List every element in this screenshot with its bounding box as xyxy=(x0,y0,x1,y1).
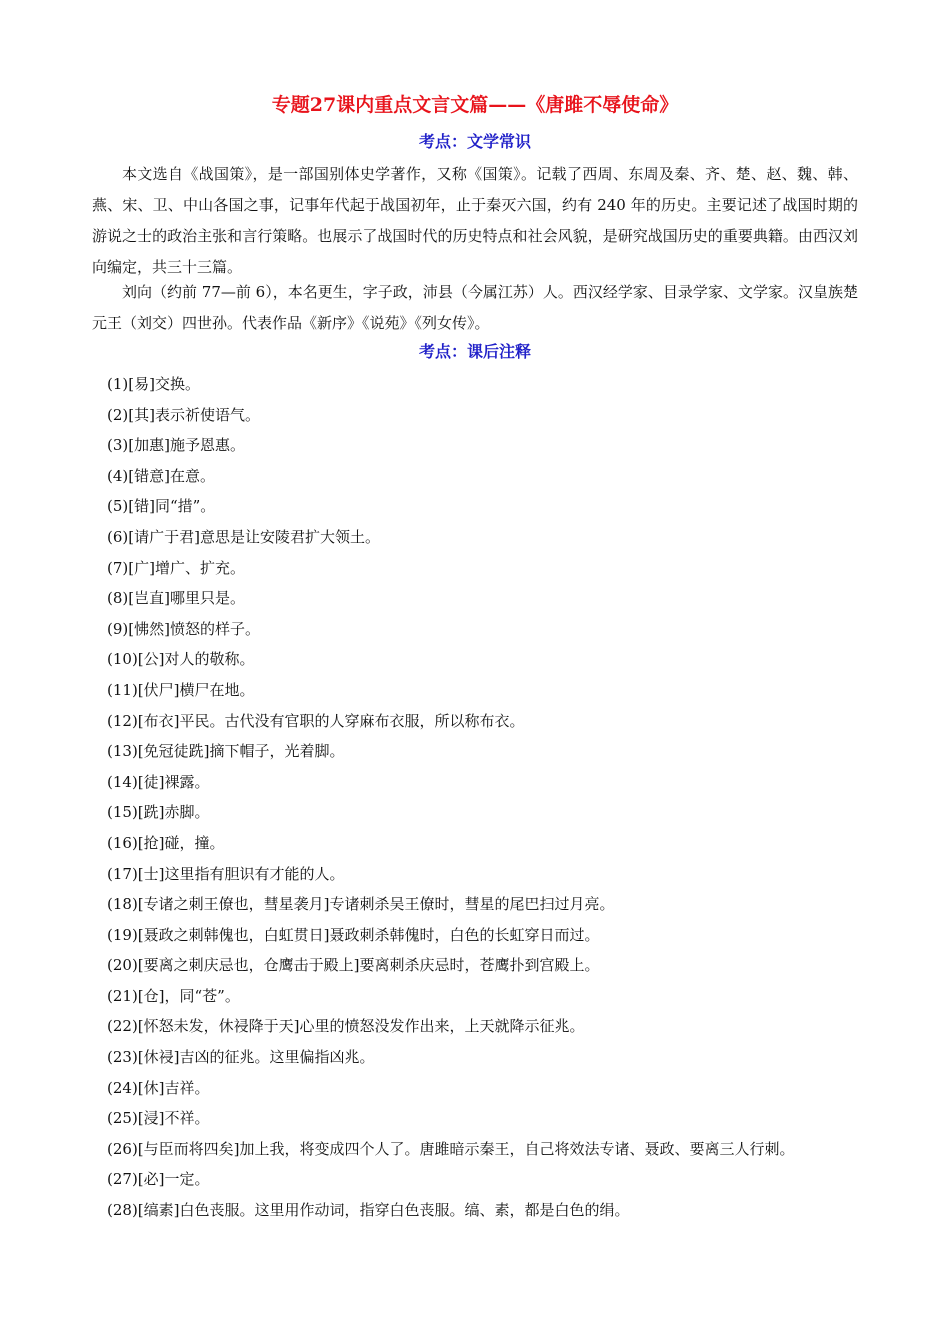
note-item: (12)[布衣]平民。古代没有官职的人穿麻布衣服，所以称布衣。 xyxy=(107,711,525,730)
note-item: (9)[怫然]愤怒的样子。 xyxy=(107,619,260,638)
note-item: (8)[岂直]哪里只是。 xyxy=(107,589,245,608)
note-item: (28)[缟素]白色丧服。这里用作动词，指穿白色丧服。缟、素，都是白色的绢。 xyxy=(107,1201,630,1220)
note-item: (13)[免冠徒跣]摘下帽子，光着脚。 xyxy=(107,742,345,761)
note-item: (21)[仓]，同“苍”。 xyxy=(107,986,240,1005)
note-item: (27)[必]一定。 xyxy=(107,1170,210,1189)
note-item: (14)[徒]裸露。 xyxy=(107,772,210,791)
note-item: (22)[怀怒未发，休祲降于天]心里的愤怒没发作出来，上天就降示征兆。 xyxy=(107,1017,585,1036)
note-item: (10)[公]对人的敬称。 xyxy=(107,650,255,669)
note-item: (5)[错]同“措”。 xyxy=(107,497,216,516)
note-item: (15)[跣]赤脚。 xyxy=(107,803,210,822)
note-item: (25)[浸]不祥。 xyxy=(107,1109,210,1128)
literature-paragraph: 本文选自《战国策》，是一部国别体史学著作，又称《国策》。记载了西周、东周及秦、齐、楚、赵、魏、韩、燕、宋、卫、中山各国之事，记事年代起于战国初年，止于秦灭六国，约有 240 年的历史。主要记述了战国时期的游说之士的政治主张和言行策略。也展示了战国时代的历史特点和社会风貌，是研究战国历史的重要典籍。由西汉刘向编定，共三十三篇。 xyxy=(92,165,858,276)
note-item: (17)[士]这里指有胆识有才能的人。 xyxy=(107,864,345,883)
note-item: (6)[请广于君]意思是让安陵君扩大领土。 xyxy=(107,527,380,546)
note-item: (24)[休]吉祥。 xyxy=(107,1078,210,1097)
notes-list xyxy=(107,369,859,1226)
section-heading-literature: 考点：文学常识 xyxy=(418,132,531,151)
note-item: (7)[广]增广、扩充。 xyxy=(107,558,245,577)
note-item: (19)[聂政之刺韩傀也，白虹贯日]聂政刺杀韩傀时，白色的长虹穿日而过。 xyxy=(107,925,600,944)
note-item: (23)[休祲]吉凶的征兆。这里偏指凶兆。 xyxy=(107,1048,375,1067)
note-item: (1)[易]交换。 xyxy=(107,375,200,393)
document-title: 专题27课内重点文言文篇——《唐雎不辱使命》 xyxy=(271,94,679,116)
note-item: (18)[专诸之刺王僚也，彗星袭月]专诸刺杀吴王僚时，彗星的尾巴扫过月亮。 xyxy=(107,895,615,914)
note-item: (2)[其]表示祈使语气。 xyxy=(107,405,260,424)
note-item: (11)[伏尸]横尸在地。 xyxy=(107,680,255,699)
note-item: (16)[抢]碰，撞。 xyxy=(107,833,225,852)
note-item: (26)[与臣而将四矣]加上我，将变成四个人了。唐雎暗示秦王，自己将效法专诸、聂政、要离三人行刺。 xyxy=(107,1139,795,1158)
note-item: (20)[要离之刺庆忌也，仓鹰击于殿上]要离刺杀庆忌时，苍鹰扑到宫殿上。 xyxy=(107,956,600,975)
author-paragraph: 刘向（约前 77—前 6），本名更生，字子政，沛县（今属江苏）人。西汉经学家、目录学家、文学家。汉皇族楚元王（刘交）四世孙。代表作品《新序》《说苑》《列女传》。 xyxy=(92,283,858,332)
section-heading-notes: 考点：课后注释 xyxy=(418,342,531,361)
note-item: (4)[错意]在意。 xyxy=(107,466,215,485)
note-item: (3)[加惠]施予恩惠。 xyxy=(107,436,245,455)
